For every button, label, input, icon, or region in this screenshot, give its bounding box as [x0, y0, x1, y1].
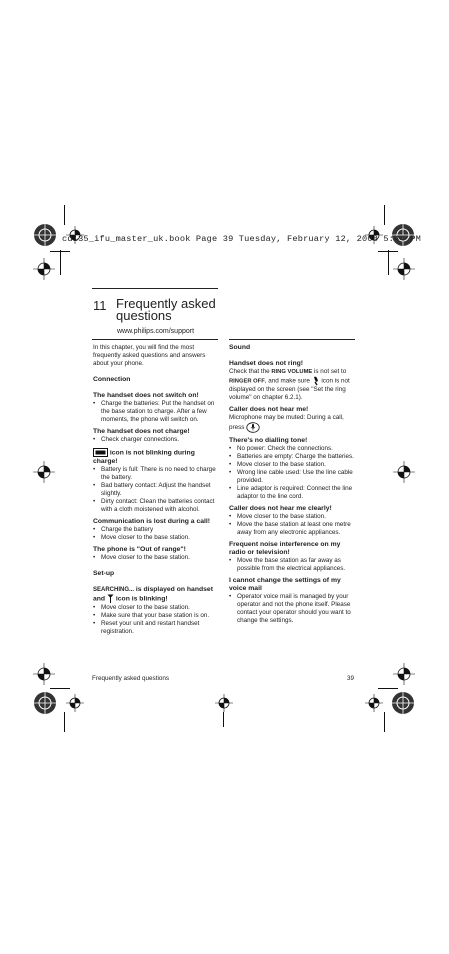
ringer-off-icon — [312, 376, 320, 386]
mute-icon — [246, 422, 260, 433]
crosshair-mark-icon — [66, 694, 84, 712]
question-heading: Communication is lost during a call! — [93, 518, 211, 526]
crosshair-mark-icon — [365, 694, 383, 712]
crop-line — [388, 250, 389, 275]
column-rule-right — [229, 339, 355, 340]
answer-list — [93, 604, 221, 636]
crosshair-mark-icon — [33, 663, 55, 685]
crop-line — [223, 712, 224, 727]
right-column — [229, 344, 356, 625]
support-url: www.philips.com/support — [117, 328, 195, 335]
question-heading-battery — [93, 448, 221, 466]
question-heading: Caller does not hear me! — [229, 406, 309, 413]
footer-section-name: Frequently asked questions — [92, 675, 170, 682]
list-item: • Batteries are empty: Charge the batteries. — [229, 453, 356, 461]
answer-list — [229, 557, 356, 573]
battery-icon — [93, 448, 108, 457]
list-item: • Line adaptor is required: Connect the line adaptor to the line cord. — [229, 485, 356, 501]
registration-mark-icon — [390, 690, 416, 716]
list-item: • Move the base station as far away as possible from the electrical appliances. — [229, 557, 356, 573]
list-item: • Bad battery contact: Adjust the handset slightly. — [93, 482, 221, 498]
question-heading: There's no dialling tone! — [229, 437, 308, 444]
chapter-number: 11 — [93, 298, 107, 313]
chapter-title: Frequently asked questions — [116, 296, 216, 323]
list-item: • Move closer to the base station. — [93, 604, 221, 612]
crop-line — [50, 688, 70, 689]
list-item: • Check charger connections. — [93, 436, 221, 444]
question-heading: The handset does not charge! — [93, 428, 190, 435]
intro-text: In this chapter, you will find the most frequently asked questions and answers about your phone. — [93, 344, 206, 367]
ring-volume-label: RING VOLUME — [271, 369, 313, 375]
question-heading: The handset does not switch on! — [93, 392, 199, 399]
answer-list — [93, 436, 221, 444]
crop-line — [64, 712, 65, 732]
crosshair-mark-icon — [215, 694, 233, 712]
running-head: cd135_ifu_master_uk.book Page 39 Tuesday, February 12, 2008 5:44 PM — [62, 234, 421, 244]
answer-list — [93, 554, 221, 562]
crosshair-mark-icon — [393, 461, 415, 483]
answer-text: Microphone may be muted: During a call, press — [229, 414, 344, 432]
registration-mark-icon — [32, 690, 58, 716]
ringer-off-label: RINGER OFF — [229, 378, 265, 385]
list-item: • Charge the battery — [93, 526, 221, 534]
list-item: • Move the base station at least one metre away from any electronic appliances. — [229, 521, 356, 537]
answer-list — [229, 445, 356, 501]
answer-list — [93, 526, 221, 542]
answer-list — [93, 466, 221, 514]
list-item: • Operator voice mail is managed by your operator and not the phone itself. Please contact your operator should you want to change the settings. — [229, 593, 356, 625]
page-number: 39 — [347, 675, 355, 682]
title-rule-bottom — [92, 339, 218, 340]
crop-line — [64, 205, 65, 225]
question-heading: I cannot change the settings of my voice mail — [229, 577, 341, 592]
list-item: • No power: Check the connections. — [229, 445, 356, 453]
section-heading-setup: Set-up — [93, 570, 115, 578]
section-heading-sound: Sound — [229, 344, 251, 351]
crosshair-mark-icon — [33, 258, 55, 280]
question-heading-searching: SEARCHING... is displayed on handset and icon is blinking! — [93, 586, 213, 603]
antenna-icon — [107, 594, 114, 603]
left-column — [93, 344, 221, 636]
searching-label: SEARCHING... — [93, 587, 135, 594]
answer-list — [93, 400, 221, 424]
list-item: • Make sure that your base station is on. — [93, 612, 221, 620]
list-item: • Dirty contact: Clean the batteries contact with a cloth moistened with alcohol. — [93, 498, 221, 514]
list-item: • Move closer to the base station. — [229, 513, 356, 521]
title-rule-top — [92, 288, 218, 289]
list-item: • Reset your unit and restart handset registration. — [93, 620, 221, 636]
list-item: • Battery is full: There is no need to charge the battery. — [93, 466, 221, 482]
crop-line — [60, 250, 61, 275]
question-heading: Frequent noise interference on my radio or television! — [229, 541, 341, 556]
answer-list — [229, 513, 356, 537]
question-heading: The phone is "Out of range"! — [93, 546, 186, 554]
question-heading-text: icon is not blinking during charge! — [93, 449, 195, 466]
list-item: • Charge the batteries: Put the handset on the base station to charge. After a few moments, the phone will switch on. — [93, 400, 221, 424]
list-item: • Move closer to the base station. — [93, 554, 221, 562]
list-item: • Move closer to the base station. — [229, 461, 356, 469]
crop-line — [378, 688, 398, 689]
crosshair-mark-icon — [33, 461, 55, 483]
question-heading: Caller does not hear me clearly! — [229, 505, 332, 512]
crosshair-mark-icon — [393, 663, 415, 685]
list-item: • Move closer to the base station. — [93, 534, 221, 542]
crosshair-mark-icon — [393, 258, 415, 280]
question-heading: Handset does not ring! — [229, 360, 304, 367]
answer-text: Check that the RING VOLUME is not set to RINGER OFF, and make sure icon is not displayed on the screen (see "Set the ring volume" on chapter 6.2.1). — [229, 368, 350, 401]
answer-list — [229, 593, 356, 625]
list-item: • Wrong line cable used: Use the line cable provided. — [229, 469, 356, 485]
registration-mark-icon — [32, 222, 58, 248]
section-heading-connection: Connection — [93, 376, 131, 383]
crop-line — [384, 712, 385, 732]
crop-line — [384, 205, 385, 225]
